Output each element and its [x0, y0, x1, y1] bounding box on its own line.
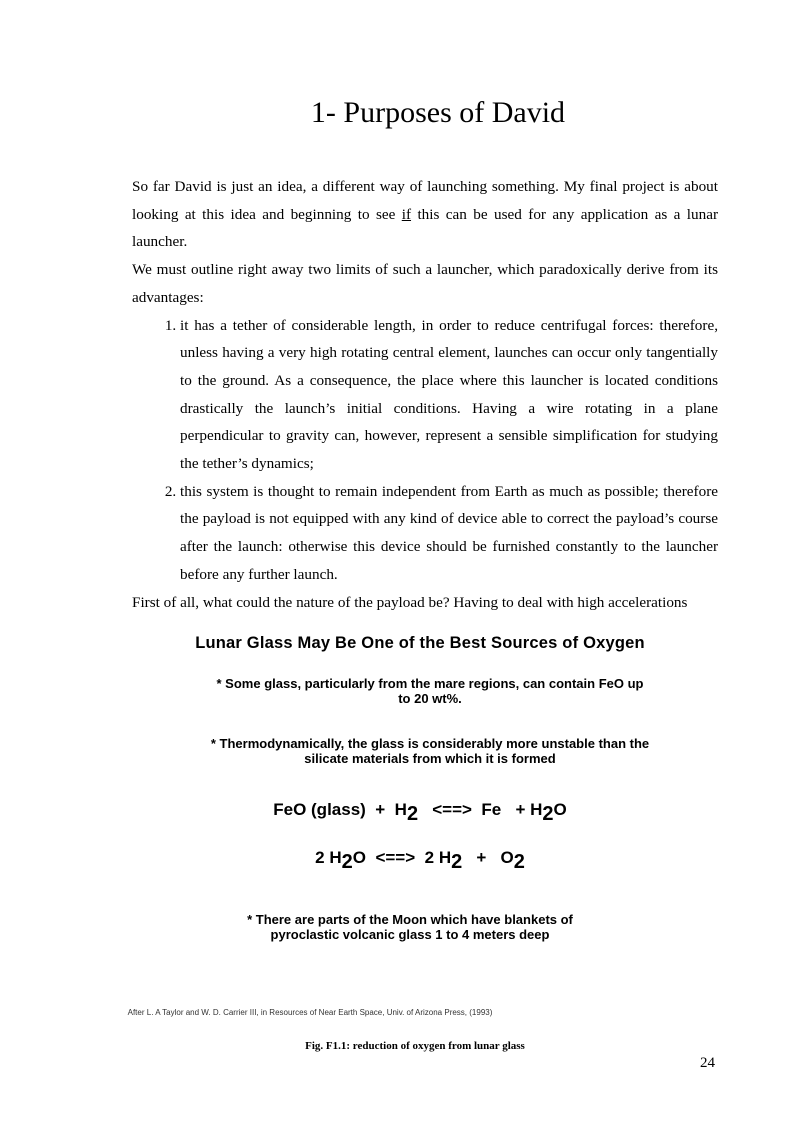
paragraph-2: We must outline right away two limits of such a launcher, which paradoxically derive from its advantages:: [132, 261, 718, 306]
eq2-water-sub: 2: [341, 851, 353, 873]
eq2-arrow: <==>: [375, 848, 416, 867]
underlined-word: if: [401, 205, 412, 223]
eq1-feo: FeO (glass): [273, 800, 366, 819]
list-item: 1. it has a tether of considerable length, in order to reduce centrifugal forces: therefore, unless having a very high rotating central element, launches can occur only tangentially to the ground. As a consequence, the place where this launcher is located conditions drastically the launch’s initial conditions. Having a wire rotating in a plane perpendicular to gravity can, however, represent a sensible simplification for studying the tether’s dynamics;: [180, 312, 718, 478]
page-title: 1- Purposes of David: [310, 96, 566, 129]
figure-bullet-2: * Thermodynamically, the glass is considerably more unstable than the silicate materials from which it is formed: [210, 736, 650, 766]
eq1-h-sub: 2: [406, 803, 419, 825]
equation-2: [170, 848, 670, 873]
eq1-water-o: O: [553, 800, 567, 819]
body-text: [132, 173, 718, 616]
eq1-plus: +: [375, 800, 386, 819]
limits-list: [132, 312, 718, 589]
paragraph-1: [132, 173, 718, 256]
paragraph-3: First of all, what could the nature of the payload be? Having to deal with high accelerations: [132, 593, 688, 611]
eq2-o-sub: 2: [513, 851, 525, 873]
eq1-fe: Fe: [481, 800, 502, 819]
eq2-coef-2: 2: [424, 848, 435, 867]
figure-source: After L. A Taylor and W. D. Carrier III, in Resources of Near Earth Space, Univ. of Arizona Press, (1993): [127, 1008, 493, 1017]
eq2-o: O: [500, 848, 514, 867]
eq2-coef-1: 2: [315, 848, 325, 867]
list-item: 2. this system is thought to remain independent from Earth as much as possible; therefore the payload is not equipped with any kind of device able to correct the payload’s course after the launch: otherwise this device should be furnished constantly to the launcher before any further launch.: [180, 478, 718, 589]
eq1-water-sub: 2: [542, 803, 554, 825]
figure-bullet-3: * There are parts of the Moon which have blankets of pyroclastic volcanic glass 1 to 4 meters deep: [247, 912, 573, 942]
eq1-water-h: H: [530, 800, 543, 819]
eq2-h: H: [438, 848, 452, 867]
paragraph-1-end: this can be used for any application as a lunar launcher.: [132, 205, 719, 251]
figure-caption: Fig. F1.1: reduction of oxygen from lunar glass: [305, 1040, 525, 1052]
eq2-water-h: H: [329, 848, 342, 867]
paragraph-1-start: So far David is just an idea, a different way of launching something. My final project is about looking at this idea and beginning to see: [132, 178, 718, 223]
equation-1: [170, 800, 670, 825]
page-number: 24: [700, 1055, 715, 1071]
figure-title: Lunar Glass May Be One of the Best Sources of Oxygen: [195, 634, 645, 652]
eq2-plus: +: [476, 848, 487, 867]
eq1-h: H: [394, 800, 407, 819]
eq2-h-sub: 2: [451, 851, 463, 873]
figure: [127, 628, 670, 1028]
figure-bullet-1: * Some glass, particularly from the mare regions, can contain FeO up to 20 wt%.: [216, 676, 644, 706]
eq2-water-o: O: [352, 848, 366, 867]
eq1-arrow: <==>: [432, 800, 472, 819]
eq1-plus-2: +: [515, 800, 526, 819]
